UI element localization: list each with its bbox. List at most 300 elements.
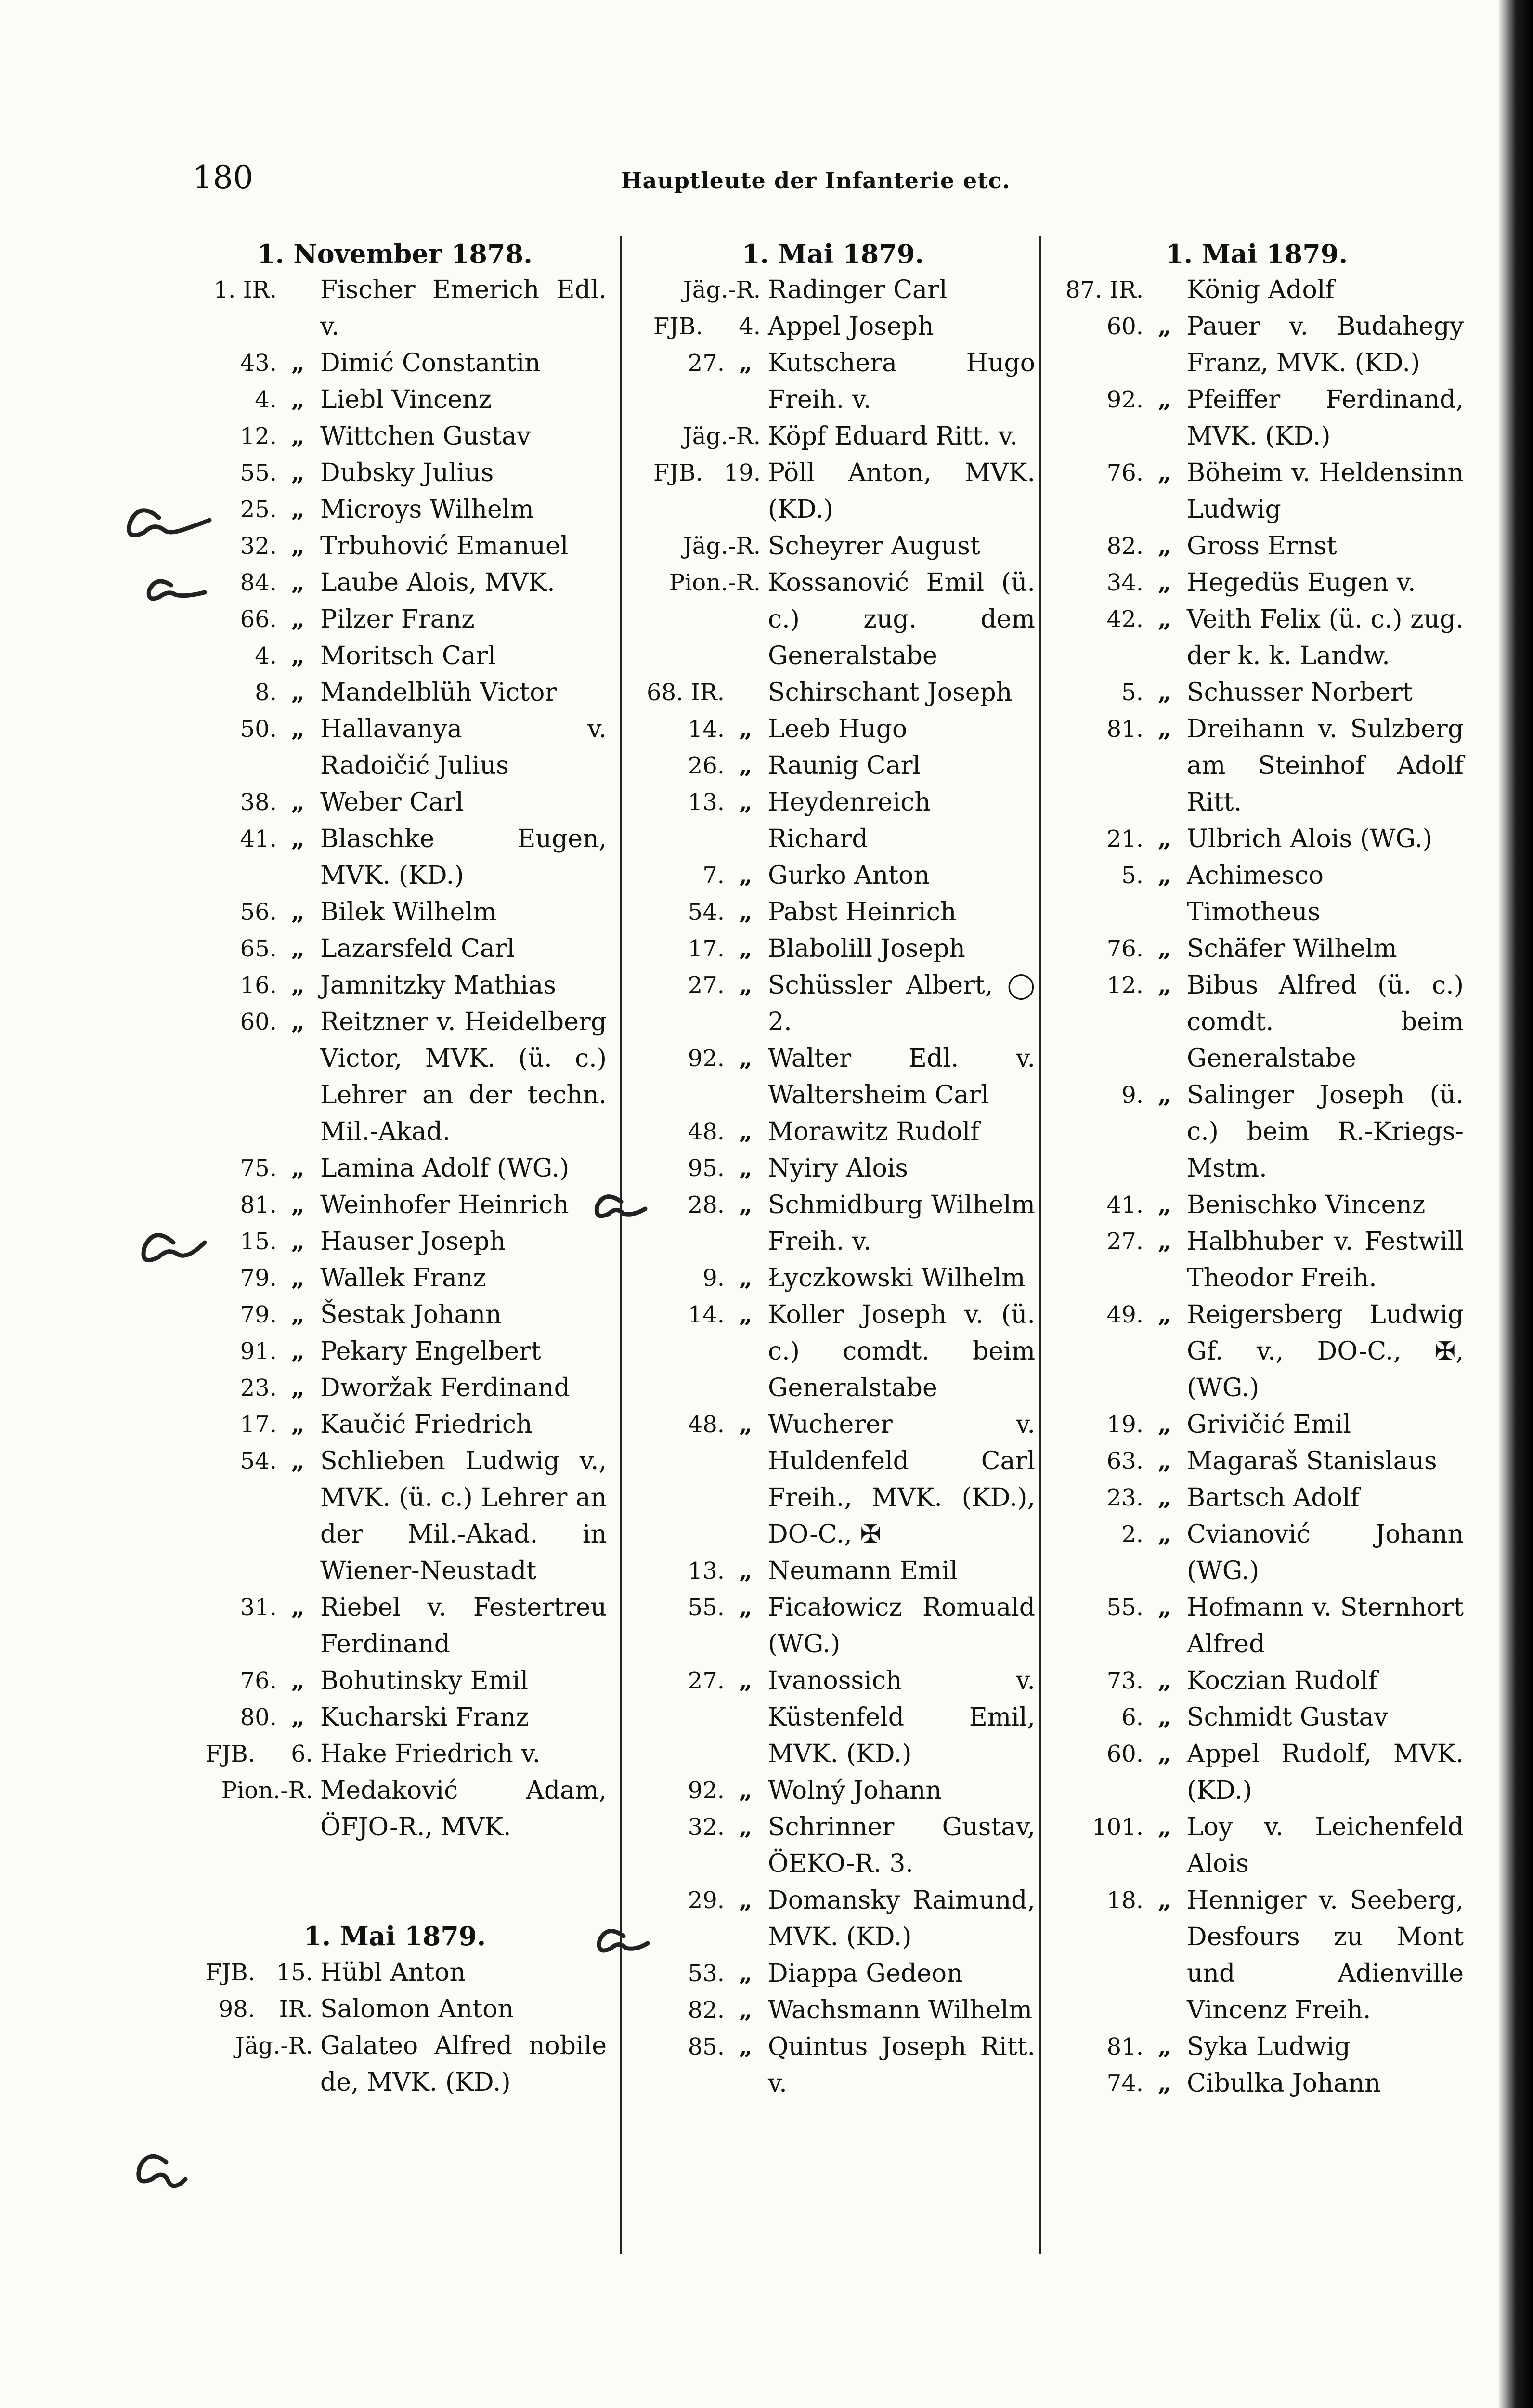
entry-name: Trbuhović Emanuel	[320, 532, 569, 561]
list-item	[1050, 272, 1464, 308]
entry-number: 95.	[688, 1155, 725, 1182]
running-title: Hauptleute der Infanterie etc.	[621, 168, 1011, 194]
entry-number: 65.	[240, 935, 277, 962]
entry-number: 48.	[688, 1118, 725, 1145]
ditto-mark: „	[739, 1155, 753, 1182]
entry-reference	[183, 491, 313, 528]
entry-reference	[1050, 528, 1180, 564]
list-item	[1050, 1699, 1464, 1736]
list-item	[183, 381, 607, 418]
entry-unit: FJB.	[205, 1959, 255, 1986]
entry-reference	[631, 1589, 761, 1626]
entry-name: Syka Ludwig	[1187, 2032, 1351, 2061]
entry-number: 9.	[1121, 1082, 1143, 1109]
ditto-mark: „	[1158, 1301, 1171, 1328]
entry-name: Lamina Adolf (WG.)	[320, 1154, 570, 1183]
entry-reference	[1050, 381, 1180, 418]
ditto-mark: „	[1158, 1191, 1171, 1218]
ditto-mark: „	[1158, 459, 1171, 486]
entry-reference	[183, 674, 313, 711]
entry-reference	[631, 455, 761, 491]
list-item	[631, 1187, 1035, 1260]
ditto-mark: „	[739, 716, 753, 743]
entry-number: 15.	[276, 1959, 313, 1986]
entry-name: Achimesco Timotheus	[1187, 861, 1324, 927]
entry-name: Cibulka Johann	[1187, 2069, 1381, 2098]
entry-number: 54.	[688, 899, 725, 926]
ditto-mark: „	[291, 1228, 305, 1255]
entry-number: 12.	[240, 423, 277, 450]
entry-number: 54.	[240, 1448, 277, 1475]
list-item	[631, 1296, 1035, 1406]
entry-reference	[1050, 1406, 1180, 1443]
entry-number: 23.	[1106, 1484, 1143, 1511]
ditto-mark: „	[1158, 1741, 1171, 1767]
entry-number: 4.	[739, 313, 761, 340]
ditto-mark: „	[291, 935, 305, 962]
list-item	[1050, 1516, 1464, 1589]
entry-name: Ulbrich Alois (WG.)	[1187, 824, 1432, 853]
entry-number: 19.	[724, 459, 761, 486]
list-item	[183, 272, 607, 345]
entry-reference	[1050, 1223, 1180, 1260]
ditto-mark: „	[1158, 935, 1171, 962]
ditto-mark: „	[1158, 1448, 1171, 1475]
list-item	[1050, 1736, 1464, 1809]
entry-reference	[631, 1955, 761, 1992]
entry-name: Heydenreich Richard	[768, 788, 931, 853]
entry-name: Wallek Franz	[320, 1264, 486, 1293]
entry-name: Veith Felix (ü. c.) zug. der k. k. Landw.	[1187, 605, 1464, 670]
entry-number: 55.	[688, 1594, 725, 1621]
list-item	[1050, 711, 1464, 821]
entry-reference	[631, 1662, 761, 1699]
entry-name: Salomon Anton	[320, 1995, 514, 2024]
entry-number: 85.	[688, 2033, 725, 2060]
entry-number: 48.	[688, 1411, 725, 1438]
ditto-mark: „	[291, 350, 305, 377]
list-item	[631, 711, 1035, 747]
ditto-mark: „	[291, 789, 305, 816]
entry-unit: FJB.	[205, 1741, 255, 1767]
entry-name: Pekary Engelbert	[320, 1337, 541, 1366]
entry-name: Riebel v. Festertreu Ferdinand	[320, 1593, 607, 1659]
list-item	[183, 1406, 607, 1443]
entry-number: 55.	[1106, 1594, 1143, 1621]
list-item	[1050, 1479, 1464, 1516]
entry-number: 31.	[240, 1594, 277, 1621]
ditto-mark: „	[739, 789, 753, 816]
entry-reference	[1050, 1296, 1180, 1333]
entry-reference	[1050, 930, 1180, 967]
entry-number: 6.	[1121, 1704, 1143, 1731]
entry-number: 76.	[1106, 459, 1143, 486]
ditto-mark: „	[291, 459, 305, 486]
entry-name: Magaraš Stanislaus	[1187, 1447, 1437, 1476]
entry-unit: Jäg.-R.	[683, 533, 761, 560]
column-rule-left	[620, 236, 622, 2254]
ditto-mark: „	[1158, 1887, 1171, 1914]
entry-reference	[1050, 2065, 1180, 2102]
entry-number: 91.	[240, 1338, 277, 1365]
entry-name: Pilzer Franz	[320, 605, 475, 634]
entry-reference	[183, 784, 313, 821]
entry-number: 28.	[688, 1191, 725, 1218]
entry-reference	[183, 601, 313, 638]
list-item	[183, 638, 607, 674]
ditto-mark: „	[291, 1594, 305, 1621]
entry-number: 27.	[688, 972, 725, 999]
ditto-mark: „	[291, 1155, 305, 1182]
entry-reference	[183, 1370, 313, 1406]
entry-name: Kucharski Franz	[320, 1703, 529, 1732]
page-edge-shadow	[1499, 0, 1533, 2408]
list-item	[183, 1954, 607, 1991]
entry-name: Schäfer Wilhelm	[1187, 934, 1397, 963]
ditto-mark: „	[1158, 679, 1171, 706]
entry-number: 17.	[688, 935, 725, 962]
entry-name: Wittchen Gustav	[320, 422, 531, 451]
entry-reference	[183, 1260, 313, 1296]
entry-number: 38.	[240, 789, 277, 816]
entry-number: 53.	[688, 1960, 725, 1987]
entry-number: 87. IR.	[1065, 276, 1143, 303]
entry-number: 92.	[1106, 386, 1143, 413]
ditto-mark: „	[1158, 1228, 1171, 1255]
entry-name: Liebl Vincenz	[320, 385, 492, 414]
entry-reference	[183, 1187, 313, 1223]
entry-number: 68. IR.	[647, 679, 725, 706]
entry-number: IR.	[279, 1996, 313, 2023]
entry-reference	[631, 1882, 761, 1919]
ditto-mark: „	[291, 1667, 305, 1694]
ditto-mark: „	[739, 752, 753, 779]
entry-reference	[631, 1406, 761, 1443]
ditto-mark: „	[739, 1265, 753, 1292]
ditto-mark: „	[1158, 569, 1171, 596]
entry-number: 49.	[1106, 1301, 1143, 1328]
list-item	[183, 1589, 607, 1662]
entry-number: 14.	[688, 1301, 725, 1328]
entry-number: 79.	[240, 1301, 277, 1328]
ditto-mark: „	[1158, 1667, 1171, 1694]
section-heading: 1. November 1878.	[257, 238, 533, 269]
entry-reference	[1050, 1516, 1180, 1553]
entry-name: Schirschant Joseph	[768, 678, 1013, 707]
list-item	[183, 1260, 607, 1296]
entry-reference	[631, 1992, 761, 2028]
entry-name: Weinhofer Heinrich	[320, 1191, 569, 1219]
list-item	[183, 2028, 607, 2101]
list-item	[631, 1406, 1035, 1553]
entry-number: 15.	[240, 1228, 277, 1255]
entry-number: 5.	[1121, 862, 1143, 889]
entry-number: 26.	[688, 752, 725, 779]
list-item	[183, 564, 607, 601]
entry-name: Łyczkowski Wilhelm	[768, 1264, 1026, 1293]
entry-number: 7.	[702, 862, 725, 889]
entry-number: 56.	[240, 899, 277, 926]
ditto-mark: „	[739, 2033, 753, 2060]
ditto-mark: „	[739, 1557, 753, 1584]
list-item	[1050, 1662, 1464, 1699]
ditto-mark: „	[291, 1704, 305, 1731]
entry-name: Koczian Rudolf	[1187, 1666, 1378, 1695]
ditto-mark: „	[1158, 1484, 1171, 1511]
entry-reference	[1050, 1443, 1180, 1479]
entry-number: 27.	[688, 350, 725, 377]
entry-reference	[1050, 564, 1180, 601]
entry-number: 50.	[240, 716, 277, 743]
ditto-mark: „	[739, 935, 753, 962]
entry-reference	[1050, 1882, 1180, 1919]
list-item	[183, 1333, 607, 1370]
ditto-mark: „	[291, 716, 305, 743]
list-item	[631, 1589, 1035, 1662]
entry-reference	[631, 308, 761, 345]
list-item	[183, 1223, 607, 1260]
list-item	[1050, 528, 1464, 564]
ditto-mark: „	[291, 899, 305, 926]
entry-number: 92.	[688, 1045, 725, 1072]
entry-name: Medaković Adam, ÖFJO-R., MVK.	[320, 1776, 607, 1842]
list-item	[631, 1040, 1035, 1113]
entry-reference	[631, 784, 761, 821]
list-item	[631, 894, 1035, 930]
list-item	[183, 1296, 607, 1333]
entry-reference	[183, 1662, 313, 1699]
list-item	[183, 528, 607, 564]
entry-name: Salinger Joseph (ü. c.) beim R.-Kriegs-Mstm.	[1187, 1081, 1464, 1183]
entry-reference	[631, 1296, 761, 1333]
entry-reference	[1050, 1736, 1180, 1772]
entry-reference	[1050, 308, 1180, 345]
entry-reference	[183, 1589, 313, 1626]
ditto-mark: „	[1158, 1814, 1171, 1841]
list-item	[631, 967, 1035, 1040]
entry-name: Quintus Joseph Ritt. v.	[768, 2032, 1035, 2098]
entry-name: Weber Carl	[320, 788, 464, 817]
entry-reference	[1050, 1187, 1180, 1223]
list-item	[1050, 564, 1464, 601]
entry-number: 60.	[240, 1008, 277, 1035]
ditto-mark: „	[291, 496, 305, 523]
entry-name: Mandelblüh Victor	[320, 678, 557, 707]
list-item	[631, 345, 1035, 418]
entry-reference	[183, 1333, 313, 1370]
list-item	[183, 1736, 607, 1772]
list-item	[1050, 821, 1464, 857]
ditto-mark: „	[291, 569, 305, 596]
entry-name: Lazarsfeld Carl	[320, 934, 515, 963]
entry-name: Hegedüs Eugen v.	[1187, 568, 1416, 597]
entry-number: 43.	[240, 350, 277, 377]
entry-name: Reitzner v. Heidelberg Victor, MVK. (ü. c.) Lehrer an der techn. Mil.-Akad.	[320, 1008, 607, 1146]
list-item	[183, 1187, 607, 1223]
list-item	[183, 1370, 607, 1406]
entry-name: Hallavanya v. Radoičić Julius	[320, 715, 607, 780]
ditto-mark: „	[1158, 606, 1171, 633]
column-middle	[631, 236, 1035, 2102]
list-item	[183, 894, 607, 930]
entry-reference	[1050, 1699, 1180, 1736]
entry-number: 32.	[688, 1814, 725, 1841]
entry-reference	[183, 272, 313, 308]
list-item	[1050, 857, 1464, 930]
entry-number: 82.	[1106, 533, 1143, 560]
entry-unit: Jäg.-R.	[683, 423, 761, 450]
list-item	[631, 1113, 1035, 1150]
list-item	[183, 1772, 607, 1845]
entry-name: Ficałowicz Romuald (WG.)	[768, 1593, 1035, 1659]
entry-name: Ivanossich v. Küstenfeld Emil, MVK. (KD.)	[768, 1666, 1035, 1768]
entry-name: Bibus Alfred (ü. c.) comdt. beim Generalstabe	[1187, 971, 1464, 1073]
list-item	[631, 528, 1035, 564]
entry-reference	[631, 1187, 761, 1223]
entry-number: 79.	[240, 1265, 277, 1292]
entry-number: 92.	[688, 1777, 725, 1804]
entry-name: Radinger Carl	[768, 275, 948, 304]
section-heading: 1. Mai 1879.	[741, 238, 924, 269]
list-item	[183, 711, 607, 784]
entry-name: Kossanović Emil (ü. c.) zug. dem Generalstabe	[768, 568, 1035, 670]
entry-name: Dreihann v. Sulzberg am Steinhof Adolf Ritt.	[1187, 715, 1464, 817]
entry-name: Leeb Hugo	[768, 715, 908, 744]
entry-name: Hauser Joseph	[320, 1227, 506, 1256]
ditto-mark: „	[291, 1191, 305, 1218]
list-item	[631, 272, 1035, 308]
entry-reference	[183, 1004, 313, 1040]
entry-reference	[183, 1406, 313, 1443]
list-item	[631, 1662, 1035, 1772]
entry-unit: Pion.-R.	[221, 1777, 313, 1804]
entry-reference	[183, 1223, 313, 1260]
ditto-mark: „	[739, 1594, 753, 1621]
entry-reference	[1050, 272, 1180, 308]
entry-reference	[183, 418, 313, 455]
list-item	[183, 1443, 607, 1589]
ditto-mark: „	[1158, 533, 1171, 560]
entry-reference	[183, 930, 313, 967]
ditto-mark: „	[739, 1191, 753, 1218]
ditto-mark: „	[291, 423, 305, 450]
entry-name: Dimić Constantin	[320, 349, 541, 378]
entry-name: Fischer Emerich Edl. v.	[320, 275, 607, 341]
list-item	[183, 455, 607, 491]
entry-number: 13.	[688, 789, 725, 816]
ditto-mark: „	[291, 972, 305, 999]
entry-number: 34.	[1106, 569, 1143, 596]
ditto-mark: „	[1158, 825, 1171, 852]
entry-reference	[631, 418, 761, 455]
entry-number: 21.	[1106, 825, 1143, 852]
list-item	[1050, 1077, 1464, 1187]
entry-name: Henniger v. Seeberg, Desfours zu Mont und Adienville Vincenz Freih.	[1187, 1886, 1464, 2025]
list-item	[183, 1699, 607, 1736]
entry-reference	[1050, 1589, 1180, 1626]
entry-reference	[631, 1553, 761, 1589]
entry-name: Wachsmann Wilhelm	[768, 1996, 1033, 2025]
entry-reference	[183, 1772, 313, 1809]
list-item	[183, 418, 607, 455]
entry-name: Grivičić Emil	[1187, 1410, 1351, 1439]
entry-reference	[1050, 1809, 1180, 1845]
list-item	[631, 418, 1035, 455]
entry-name: Scheyrer August	[768, 532, 980, 561]
entry-reference	[183, 1150, 313, 1187]
entry-reference	[183, 638, 313, 674]
entry-reference	[631, 674, 761, 711]
list-item	[631, 308, 1035, 345]
section-heading: 1. Mai 1879.	[1165, 238, 1348, 269]
list-item	[631, 1955, 1035, 1992]
entry-number: 73.	[1106, 1667, 1143, 1694]
entry-number: 27.	[688, 1667, 725, 1694]
ditto-mark: „	[739, 1045, 753, 1072]
list-item	[631, 1150, 1035, 1187]
ditto-mark: „	[739, 1960, 753, 1987]
list-item	[631, 1882, 1035, 1955]
list-item	[183, 821, 607, 894]
entry-number: 41.	[240, 825, 277, 852]
ditto-mark: „	[739, 899, 753, 926]
list-item	[1050, 308, 1464, 381]
list-item	[1050, 2028, 1464, 2065]
list-item	[631, 784, 1035, 857]
entry-reference	[631, 857, 761, 894]
entry-number: 14.	[688, 716, 725, 743]
entry-name: Dubsky Julius	[320, 458, 494, 487]
entry-number: 4.	[255, 642, 277, 669]
entry-number: 81.	[1106, 2033, 1143, 2060]
entry-name: Galateo Alfred nobile de, MVK. (KD.)	[320, 2031, 607, 2097]
entry-reference	[183, 455, 313, 491]
ditto-mark: „	[739, 1667, 753, 1694]
list-item	[1050, 1443, 1464, 1479]
list-item	[1050, 1589, 1464, 1662]
entry-name: Halbhuber v. Festwill Theodor Freih.	[1187, 1227, 1464, 1293]
entry-number: 27.	[1106, 1228, 1143, 1255]
entry-number: 76.	[1106, 935, 1143, 962]
column-rule-right	[1039, 236, 1041, 2254]
column-left	[183, 236, 607, 2101]
entry-name: Raunig Carl	[768, 751, 921, 780]
list-item	[631, 1992, 1035, 2028]
entry-number: 16.	[240, 972, 277, 999]
entry-reference	[183, 2028, 313, 2064]
list-item	[183, 1662, 607, 1699]
entry-number: 19.	[1106, 1411, 1143, 1438]
entry-reference	[1050, 711, 1180, 747]
entry-number: 74.	[1106, 2070, 1143, 2097]
entry-number: 75.	[240, 1155, 277, 1182]
entry-number: 42.	[1106, 606, 1143, 633]
ditto-mark: „	[739, 1814, 753, 1841]
entry-number: 60.	[1106, 313, 1143, 340]
entry-name: Hake Friedrich v.	[320, 1740, 541, 1768]
entry-name: Schmidt Gustav	[1187, 1703, 1388, 1732]
entry-number: 66.	[240, 606, 277, 633]
ditto-mark: „	[1158, 862, 1171, 889]
entry-reference	[183, 894, 313, 930]
entry-reference	[183, 381, 313, 418]
entry-name: Pfeiffer Ferdinand, MVK. (KD.)	[1187, 385, 1464, 451]
list-item	[183, 345, 607, 381]
entry-name: Gross Ernst	[1187, 532, 1337, 561]
entry-reference	[631, 967, 761, 1004]
entry-reference	[1050, 1662, 1180, 1699]
entry-reference	[183, 821, 313, 857]
